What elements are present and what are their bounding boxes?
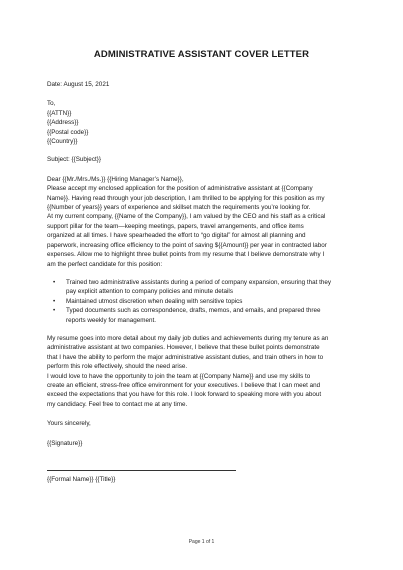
paragraph-line: perform this role effectively, should the need arise. <box>47 363 188 371</box>
page-number: Page 1 of 1 <box>188 539 215 545</box>
paragraph-line: paperwork, increasing office efficiency to the point of saving ${{Amount}} per year in contracted labor <box>47 241 327 249</box>
paragraph-line: Name}}. Having read through your job description, I am thrilled to be applying for this position as my <box>47 194 325 202</box>
subject-line: Subject: {{Subject}} <box>47 156 101 164</box>
paragraph-line: At my current company, {{Name of the Company}}, I am valued by the CEO and his staff as a critical <box>47 213 326 221</box>
paragraph-line: exceed the expectations that you have for this role. I look forward to speaking more with you about <box>47 391 322 399</box>
address-line: {{Country}} <box>47 138 78 146</box>
document-title: ADMINISTRATIVE ASSISTANT COVER LETTER <box>93 49 310 60</box>
address-line: To, <box>47 100 56 108</box>
closing: Yours sincerely, <box>47 420 91 428</box>
date-line: Date: August 15, 2021 <box>47 81 110 88</box>
paragraph-line: am the perfect candidate for this position: <box>47 260 163 268</box>
paragraph-line: create an efficient, stress-free office environment for your executives. I believe that I can meet and <box>47 381 321 389</box>
list-item: • Maintained utmost discretion when dealing with sensitive topics <box>66 297 363 306</box>
paragraph-line: organized at all times. I have spearheaded the effort to “go digital” for almost all planning and <box>47 232 306 240</box>
paragraph-line: my candidacy. Feel free to contact me at any time. <box>47 400 188 408</box>
paragraph-line: administrative assistant at two companies. However, I believe that these bullet points demonstrate <box>47 344 320 352</box>
paragraph-line: Please accept my enclosed application for the position of administrative assistant at {{Company <box>47 185 313 193</box>
address-line: {{ATTN}} <box>47 109 72 117</box>
paragraph-line: support pillar for the team—keeping meetings, papers, travel arrangements, and office items <box>47 222 304 230</box>
paragraph-intro <box>47 184 363 269</box>
recipient-address <box>47 99 363 146</box>
signature-placeholder: {{Signature}} <box>47 439 83 447</box>
formal-name: {{Formal Name}} {{Title}} <box>47 476 116 483</box>
achievement-list <box>47 278 363 325</box>
salutation: Dear {{Mr./Mrs./Ms.}} {{Hiring Manager’s Name}}, <box>47 175 184 183</box>
paragraph-line: expenses. Allow me to highlight three bullet points from my resume that I believe demonstrate why I <box>47 251 325 259</box>
paragraph-line: My resume goes into more detail about my daily job duties and achievements during my tenure as an <box>47 334 329 342</box>
signature-line <box>47 470 236 471</box>
paragraph-line: I would love to have the opportunity to join the team at {{Company Name}} and use my skills to <box>47 372 311 380</box>
paragraph-closing <box>47 334 363 409</box>
list-item: • Typed documents such as correspondence, drafts, memos, and emails, and prepared three reports weekly for management. <box>66 306 363 325</box>
letter-body <box>47 80 363 448</box>
paragraph-line: {{Number of years}} years of experience and skillset match the requirements you’re looking for. <box>47 204 311 212</box>
list-item: • Trained two administrative assistants during a period of company expansion, ensuring that they pay explicit attention to company policies and minute details <box>66 278 363 297</box>
address-line: {{Address}} <box>47 119 79 127</box>
paragraph-line: that I have the ability to perform the major administrative assistant duties, and train others in how to <box>47 353 324 361</box>
address-line: {{Postal code}} <box>47 128 89 136</box>
